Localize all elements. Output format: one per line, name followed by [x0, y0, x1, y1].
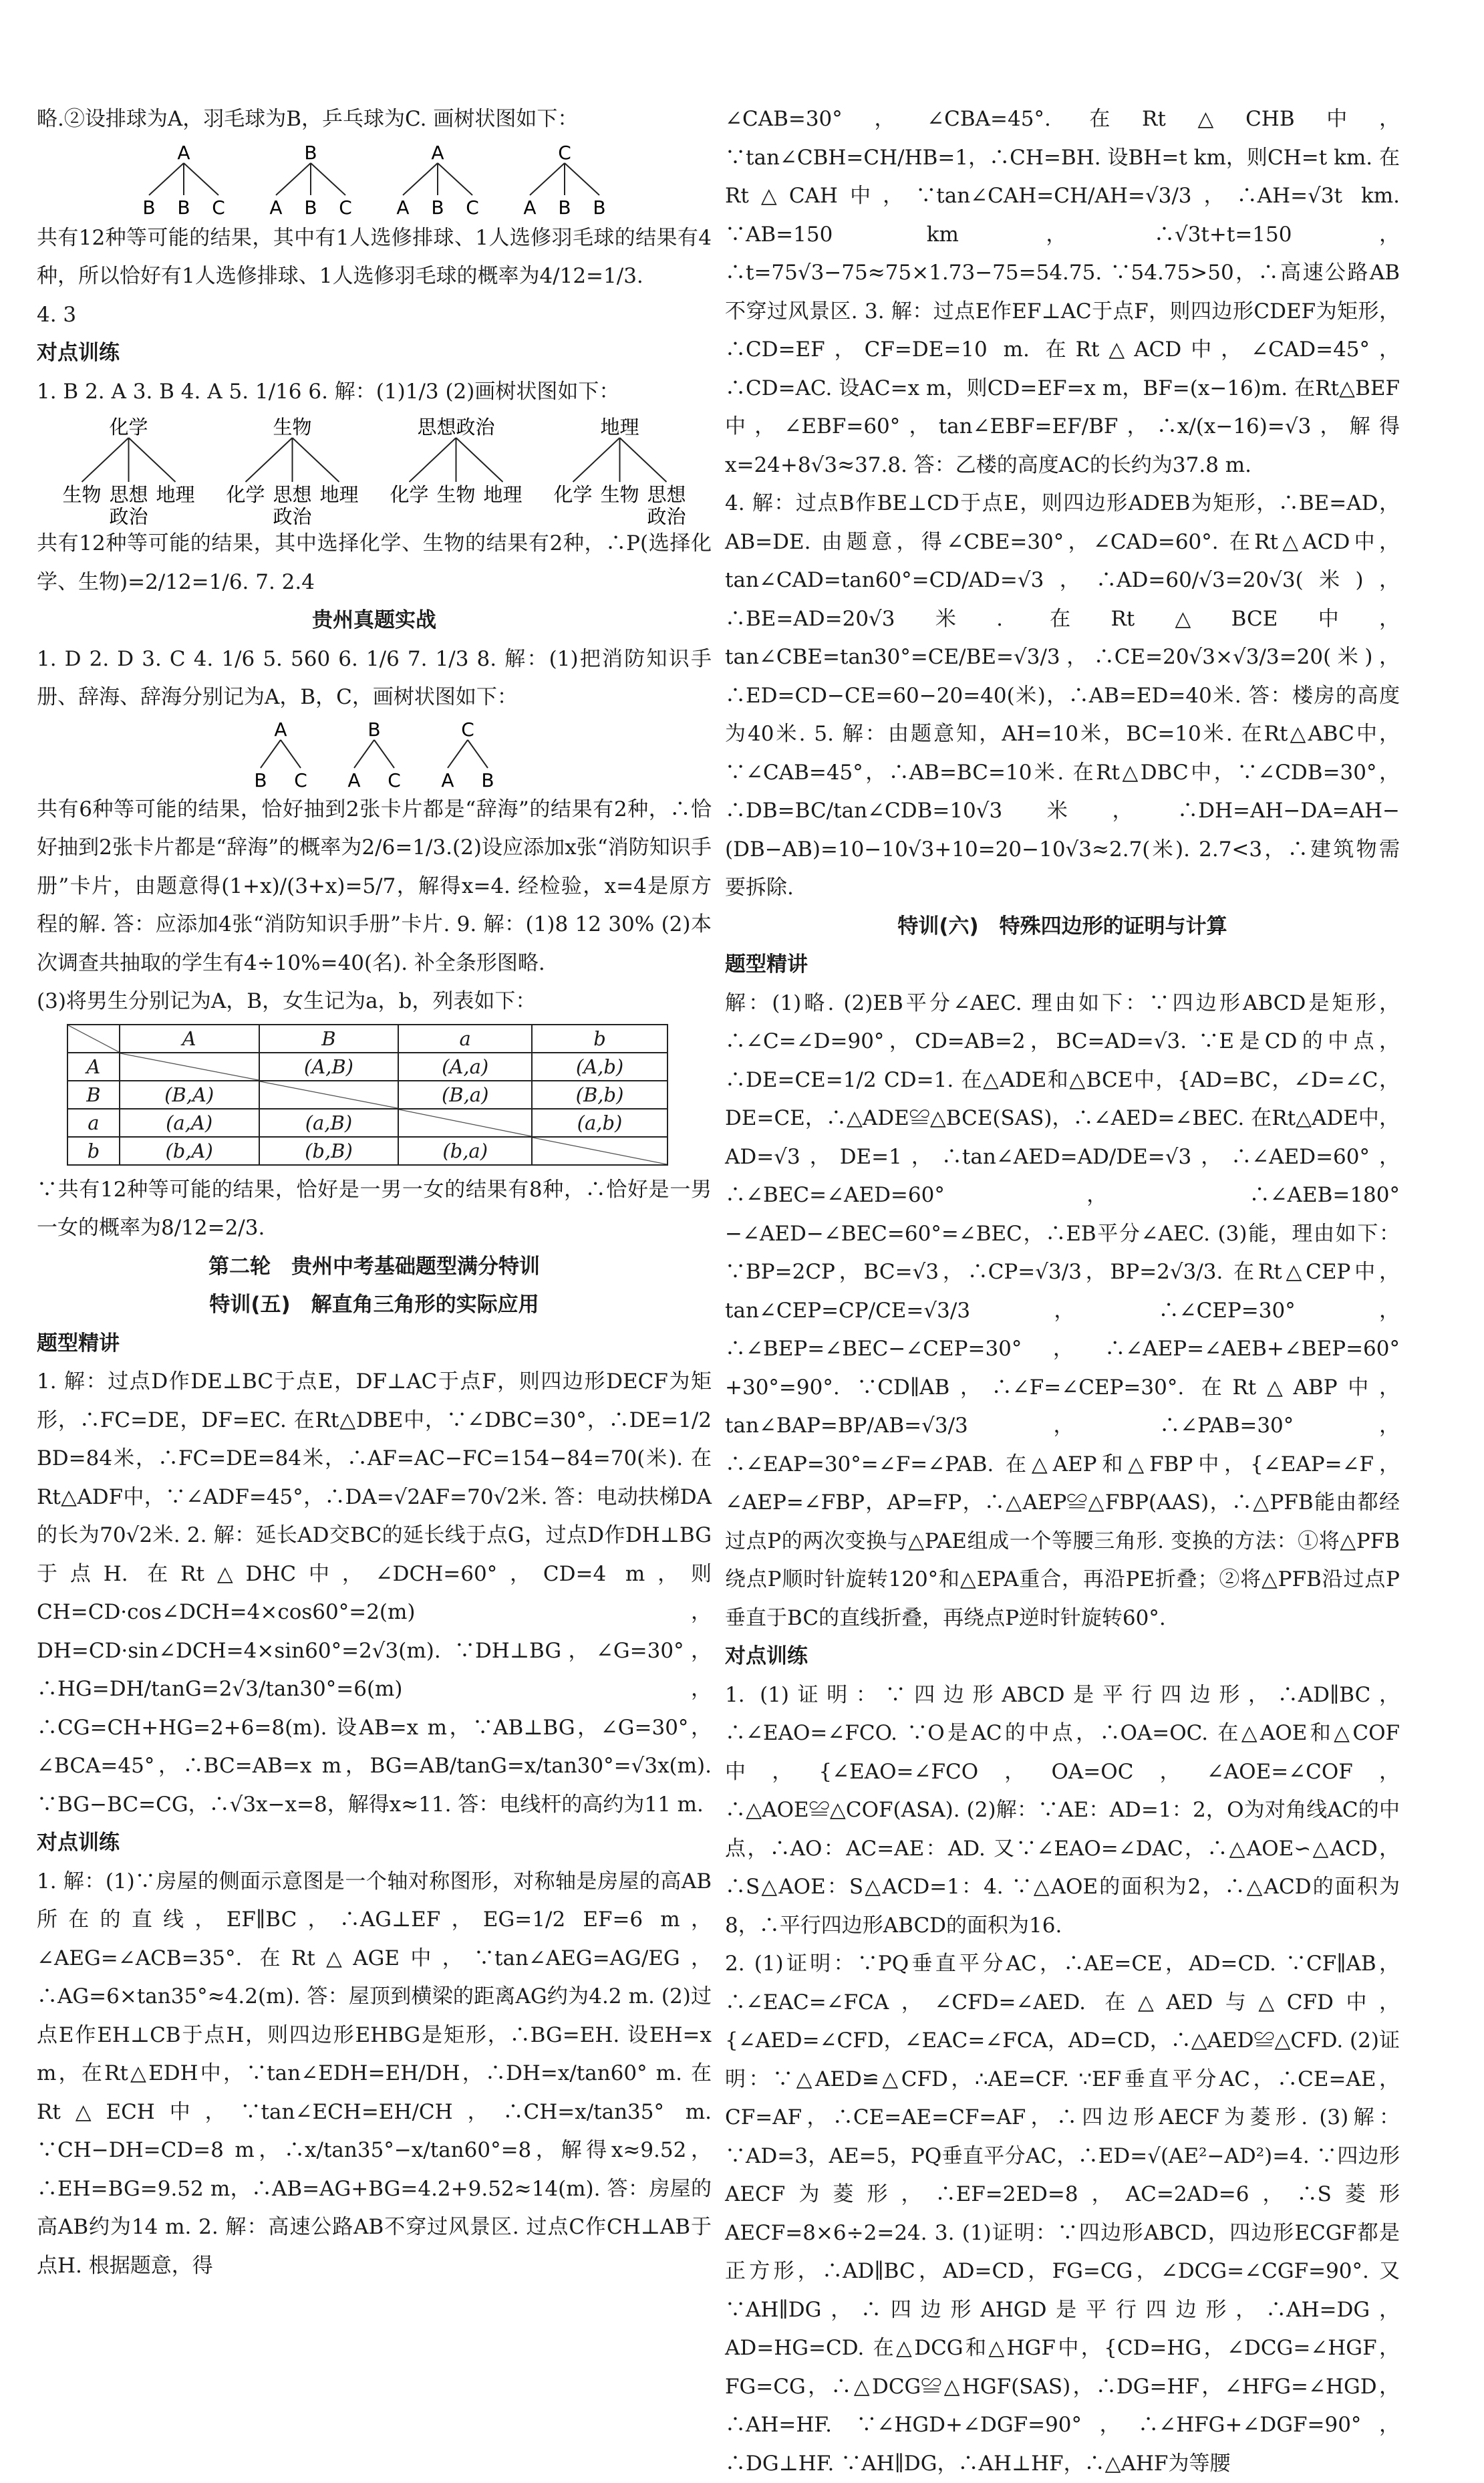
tree-node: C [212, 196, 225, 219]
tree-node: 思想 [109, 483, 148, 506]
tree-node: C [339, 196, 352, 219]
tree-node: B [142, 196, 156, 219]
tree-diagram-subjects [47, 411, 702, 525]
tree-branch [281, 740, 301, 768]
section-heading: 对点训练 [725, 1644, 808, 1668]
tree-branch [293, 438, 339, 482]
tree-branch [620, 438, 667, 482]
table-cell: b [67, 1137, 120, 1165]
tree-branch [468, 740, 488, 768]
table-cell: (b,B) [259, 1137, 399, 1165]
section-heading: 题型精讲 [37, 1331, 120, 1355]
tree-branch [573, 438, 620, 482]
left-para-7: 共有6种等可能的结果，恰好抽到2张卡片都是“辞海”的结果有2种，∴恰好抽到2张卡片都是“辞海”的概率为2/6=1/3.(2)设应添加x张“消防知识手册”卡片，由题意得(1+x)/(3+x)=5/7，解得x=4. 经检验，x=4是原方程的解. 答：应添加4张“消防知识手册”卡片. 9. 解：(1)8 12 30% (2)本次调查共抽取的学生有4÷10%=40(名). 补全条形图略. [37, 797, 712, 975]
tree-branch [410, 438, 456, 482]
tree-diagram-cards [234, 717, 514, 791]
table-cell: (B,A) [120, 1081, 259, 1109]
table-cell [120, 1053, 259, 1081]
left-column [37, 100, 712, 2285]
section-heading: 特训(五) 解直角三角形的实际应用 [209, 1293, 539, 1317]
table-cell: (a,B) [259, 1109, 399, 1137]
tree-branch [403, 163, 438, 195]
section-heading: 对点训练 [37, 341, 120, 365]
tree-node: B [304, 196, 317, 219]
tree-node: 思想 [647, 483, 686, 506]
left-para-2: 共有12种等可能的结果，其中有1人选修排球、1人选修羽毛球的结果有4种，所以恰好有1人选修排球、1人选修羽毛球的概率为4/12=1/3. [37, 225, 712, 288]
left-para-6: 1. D 2. D 3. C 4. 1/6 5. 560 6. 1/6 7. 1/3 8. 解：(1)把消防知识手册、辞海、辞海分别记为A，B，C，画树状图如下： [37, 646, 712, 709]
tree-node: A [347, 769, 361, 791]
tree-branch [530, 163, 565, 195]
tree-node: C [461, 718, 474, 741]
tree-node: B [304, 141, 317, 164]
table-cell: (a,A) [120, 1109, 259, 1137]
table-cell: a [67, 1109, 120, 1137]
tree-node: 生物 [600, 483, 639, 506]
table-cell: B [259, 1025, 399, 1053]
right-para-4: 1. (1)证明：∵四边形ABCD是平行四边形，∴AD∥BC，∴∠EAO=∠FCO. ∵O是AC的中点，∴OA=OC. 在△AOE和△COF中，{∠EAO=∠FCO，OA=OC，∠AOE=∠COF，∴△AOE≌△COF(ASA). (2)解：∵AE：AD=1：2，O为对角线AC的中点，∴AO：AC=AE：AD. 又∵∠EAO=∠DAC，∴△AOE∽△ACD，∴S△AOE：S△ACD=1：4. ∵△AOE的面积为2，∴△ACD的面积为8，∴平行四边形ABCD的面积为16. [725, 1682, 1400, 1938]
tree-node: 思想政治 [417, 416, 495, 438]
tree-branch [354, 740, 374, 768]
tree-node: C [388, 769, 401, 791]
tree-branch [149, 163, 184, 195]
tree-branch [374, 740, 394, 768]
tree-node: 政治 [273, 505, 312, 525]
left-para-8: (3)将男生分别记为A，B，女生记为a，b，列表如下： [37, 989, 537, 1013]
tree-node: 思想 [273, 483, 312, 506]
tree-node: B [367, 718, 381, 741]
table-cell: B [67, 1081, 120, 1109]
table-cell: a [398, 1025, 532, 1053]
table-row [67, 1081, 667, 1109]
tree-branch [129, 438, 176, 482]
right-para-5: 2. (1)证明：∵PQ垂直平分AC，∴AE=CE，AD=CD. ∵CF∥AB，∴∠EAC=∠FCA，∠CFD=∠AED. 在△AED与△CFD中，{∠AED=∠CFD，∠EAC=∠FCA，AD=CD，∴△AED≌△CFD. (2)证明：∵△AED≌△CFD，∴AE=CF. ∵EF垂直平分AC，∴CE=AE，CF=AF，∴CE=AE=CF=AF，∴四边形AECF为菱形. (3)解：∵AD=3，AE=5，PQ垂直平分AC，∴ED=√(AE²−AD²)=4. ∵四边形AECF为菱形，∴EF=2ED=8，AC=2AD=6，∴S菱形AECF=8×6÷2=24. 3. (1)证明：∵四边形ABCD，四边形ECGF都是正方形，∴AD∥BC，AD=CD，FG=CG，∠DCG=∠CGF=90°. 又∵AH∥DG，∴四边形AHGD是平行四边形，∴AH=DG，AD=HG=CD. 在△DCG和△HGF中，{CD=HG，∠DCG=∠HGF，FG=CG，∴△DCG≌△HGF(SAS)，∴DG=HF，∠HFG=∠HGD，∴AH=HF. ∵∠HGD+∠DGF=90°，∴∠HFG+∠DGF=90°，∴DG⊥HF. ∵AH∥DG，∴AH⊥HF，∴△AHF为等腰 [725, 1952, 1400, 2476]
tree-branch [311, 163, 345, 195]
tree-node: 生物 [273, 416, 312, 438]
left-para-1: 略.②设排球为A，羽毛球为B，乒乓球为C. 画树状图如下： [37, 107, 579, 131]
tree-branch [565, 163, 599, 195]
table-row [67, 1137, 667, 1165]
table-cell [532, 1137, 667, 1165]
right-para-2: 4. 解：过点B作BE⊥CD于点E，则四边形ADEB为矩形，∴BE=AD，AB=DE. 由题意，得∠CBE=30°，∠CAD=60°. 在Rt△ACD中，tan∠CAD=tan60°=CD/AD=√3，∴AD=60/√3=20√3(米)，∴BE=AD=20√3米. 在Rt△BCE中，tan∠CBE=tan30°=CE/BE=√3/3，∴CE=20√3×√3/3=20(米)，∴ED=CD−CE=60−20=40(米)，∴AB=ED=40米. 答：楼房的高度为40米. 5. 解：由题意知，AH=10米，BC=10米. 在Rt△ABC中，∵∠CAB=45°，∴AB=BC=10米. 在Rt△DBC中，∵∠CDB=30°，∴DB=BC/tan∠CDB=10√3米，∴DH=AH−DA=AH−(DB−AB)=10−10√3+10=20−10√3≈2.7(米). 2.7<3，∴建筑物需要拆除. [725, 491, 1400, 900]
left-para-5: 共有12种等可能的结果，其中选择化学、生物的结果有2种，∴P(选择化学、生物)=2/12=1/6. 7. 2.4 [37, 531, 712, 594]
left-para-3: 4. 3 [37, 302, 77, 327]
tree-node: B [254, 769, 267, 791]
table-cell [67, 1025, 120, 1053]
section-heading: 贵州真题实战 [312, 608, 436, 632]
right-para-1: ∠CAB=30°，∠CBA=45°. 在Rt△CHB中，∵tan∠CBH=CH/HB=1，∴CH=BH. 设BH=t km，则CH=t km. 在Rt△CAH中，∵tan∠CAH=CH/AH=√3/3，∴AH=√3t km. ∵AB=150 km，∴√3t+t=150，∴t=75√3−75≈75×1.73−75=54.75. ∵54.75>50，∴高速公路AB不穿过风景区. 3. 解：过点E作EF⊥AC于点F，则四边形CDEF为矩形，∴CD=EF，CF=DE=10 m. 在Rt△ACD中，∠CAD=45°，∴CD=AC. 设AC=x m，则CD=EF=x m，BF=(x−16)m. 在Rt△BEF中，∠EBF=60°，tan∠EBF=EF/BF，∴x/(x−16)=√3，解得x=24+8√3≈37.8. 答：乙楼的高度AC的长约为37.8 m. [725, 107, 1400, 477]
tree-node: C [558, 141, 571, 164]
table-cell: (b,A) [120, 1137, 259, 1165]
right-column [725, 100, 1400, 2483]
tree-node: 化学 [226, 483, 265, 506]
left-para-4: 1. B 2. A 3. B 4. A 5. 1/16 6. 解：(1)1/3 (2)画树状图如下： [37, 379, 620, 404]
table-cell: (B,b) [532, 1081, 667, 1109]
table-cell: b [532, 1025, 667, 1053]
tree-node: A [274, 718, 287, 741]
table-cell [398, 1109, 532, 1137]
tree-branch [82, 438, 129, 482]
table-row [67, 1053, 667, 1081]
tree-node: B [481, 769, 494, 791]
tree-node: A [523, 196, 537, 219]
table-cell: A [67, 1053, 120, 1081]
tree-branch [456, 438, 503, 482]
tree-diagram-sports [120, 139, 628, 219]
tree-node: 地理 [483, 483, 523, 506]
left-para-10: 1. 解：过点D作DE⊥BC于点E，DF⊥AC于点F，则四边形DECF为矩形，∴FC=DE，DF=EC. 在Rt△DBE中，∵∠DBC=30°，∴DE=1/2 BD=84米，∴FC=DE=84米，∴AF=AC−FC=154−84=70(米). 在Rt△ADF中，∵∠ADF=45°，∴DA=√2AF=70√2米. 答：电动扶梯DA的长为70√2米. 2. 解：延长AD交BC的延长线于点G，过点D作DH⊥BG于点H. 在Rt△DHC中，∠DCH=60°，CD=4 m，则CH=CD·cos∠DCH=4×cos60°=2(m)，DH=CD·sin∠DCH=4×sin60°=2√3(m). ∵DH⊥BG，∠G=30°，∴HG=DH/tanG=2√3/tan30°=6(m)，∴CG=CH+HG=2+6=8(m). 设AB=x m，∵AB⊥BG，∠G=30°，∠BCA=45°，∴BC=AB=x m，BG=AB/tanG=x/tan30°=√3x(m). ∵BG−BC=CG，∴√3x−x=8，解得x≈11. 答：电线杆的高约为11 m. [37, 1369, 712, 1817]
tree-node: A [269, 196, 283, 219]
tree-branch [438, 163, 472, 195]
tree-node: 化学 [109, 416, 148, 438]
tree-branch [261, 740, 281, 768]
tree-node: C [466, 196, 479, 219]
table-cell: (A,b) [532, 1053, 667, 1081]
outcome-table [67, 1024, 668, 1166]
table-row [67, 1025, 667, 1053]
section-heading: 对点训练 [37, 1831, 120, 1855]
left-para-9: ∵共有12种等可能的结果，恰好是一男一女的结果有8种，∴恰好是一男一女的概率为8/12=2/3. [37, 1177, 712, 1240]
tree-branch [184, 163, 218, 195]
tree-node: 生物 [436, 483, 476, 506]
tree-node: B [177, 196, 190, 219]
section-heading: 题型精讲 [725, 952, 808, 976]
tree-node: 政治 [647, 505, 686, 525]
tree-node: 地理 [600, 416, 639, 438]
tree-node: 生物 [62, 483, 102, 506]
tree-node: B [558, 196, 571, 219]
section-heading: 第二轮 贵州中考基础题型满分特训 [208, 1254, 540, 1279]
tree-node: B [593, 196, 606, 219]
tree-node: 地理 [319, 483, 359, 506]
tree-branch [246, 438, 293, 482]
tree-node: 化学 [390, 483, 429, 506]
right-para-3: 解：(1)略. (2)EB平分∠AEC. 理由如下：∵四边形ABCD是矩形，∴∠C=∠D=90°，CD=AB=2，BC=AD=√3. ∵E是CD的中点，∴DE=CE=1/2 CD=1. 在△ADE和△BCE中，{AD=BC，∠D=∠C，DE=CE，∴△ADE≌△BCE(SAS)，∴∠AED=∠BEC. 在Rt△ADE中，AD=√3，DE=1，∴tan∠AED=AD/DE=√3，∴∠AED=60°，∴∠BEC=∠AED=60°，∴∠AEB=180°−∠AED−∠BEC=60°=∠BEC，∴EB平分∠AEC. (3)能，理由如下：∵BP=2CP，BC=√3，∴CP=√3/3，BP=2√3/3. 在Rt△CEP中，tan∠CEP=CP/CE=√3/3，∴∠CEP=30°，∴∠BEP=∠BEC−∠CEP=30°，∴∠AEP=∠AEB+∠BEP=60°+30°=90°. ∵CD∥AB，∴∠F=∠CEP=30°. 在Rt△ABP中，tan∠BAP=BP/AB=√3/3，∴∠PAB=30°，∴∠EAP=30°=∠F=∠PAB. 在△AEP和△FBP中，{∠EAP=∠F，∠AEP=∠FBP，AP=FP，∴△AEP≌△FBP(AAS)，∴△PFB能由都经过点P的两次变换与△PAE组成一个等腰三角形. 变换的方法：①将△PFB绕点P顺时针旋转120°和△EPA重合，再沿PE折叠；②将△PFB沿过点P垂直于BC的直线折叠，再绕点P逆时针旋转60°. [725, 991, 1400, 1630]
table-cell: (b,a) [398, 1137, 532, 1165]
table-cell: (B,a) [398, 1081, 532, 1109]
tree-branch [276, 163, 311, 195]
tree-node: B [431, 196, 444, 219]
table-cell: A [120, 1025, 259, 1053]
tree-node: A [396, 196, 410, 219]
table-cell [259, 1081, 399, 1109]
tree-node: 化学 [553, 483, 593, 506]
tree-node: A [441, 769, 454, 791]
table-cell: (a,b) [532, 1109, 667, 1137]
table-cell: (A,a) [398, 1053, 532, 1081]
left-para-11: 1. 解：(1)∵房屋的侧面示意图是一个轴对称图形，对称轴是房屋的高AB所在的直线，EF∥BC，∴AG⊥EF，EG=1/2 EF=6 m，∠AEG=∠ACB=35°. 在Rt△AGE中，∵tan∠AEG=AG/EG，∴AG=6×tan35°≈4.2(m). 答：屋顶到横梁的距离AG约为4.2 m. (2)过点E作EH⊥CB于点H，则四边形EHBG是矩形，∴BG=EH. 设EH=x m，在Rt△EDH中，∵tan∠EDH=EH/DH，∴DH=x/tan60° m. 在Rt△ECH中，∵tan∠ECH=EH/CH，∴CH=x/tan35° m. ∵CH−DH=CD=8 m，∴x/tan35°−x/tan60°=8，解得x≈9.52，∴EH=BG=9.52 m，∴AB=AG+BG=4.2+9.52≈14(m). 答：房屋的高AB约为14 m. 2. 解：高速公路AB不穿过风景区. 过点C作CH⊥AB于点H. 根据题意，得 [37, 1869, 712, 2278]
tree-node: 政治 [109, 505, 148, 525]
tree-node: C [294, 769, 307, 791]
tree-node: A [177, 141, 190, 164]
table-row [67, 1109, 667, 1137]
tree-node: 地理 [156, 483, 195, 506]
tree-node: A [431, 141, 444, 164]
section-heading: 特训(六) 特殊四边形的证明与计算 [897, 914, 1227, 938]
tree-branch [448, 740, 468, 768]
table-cell: (A,B) [259, 1053, 399, 1081]
